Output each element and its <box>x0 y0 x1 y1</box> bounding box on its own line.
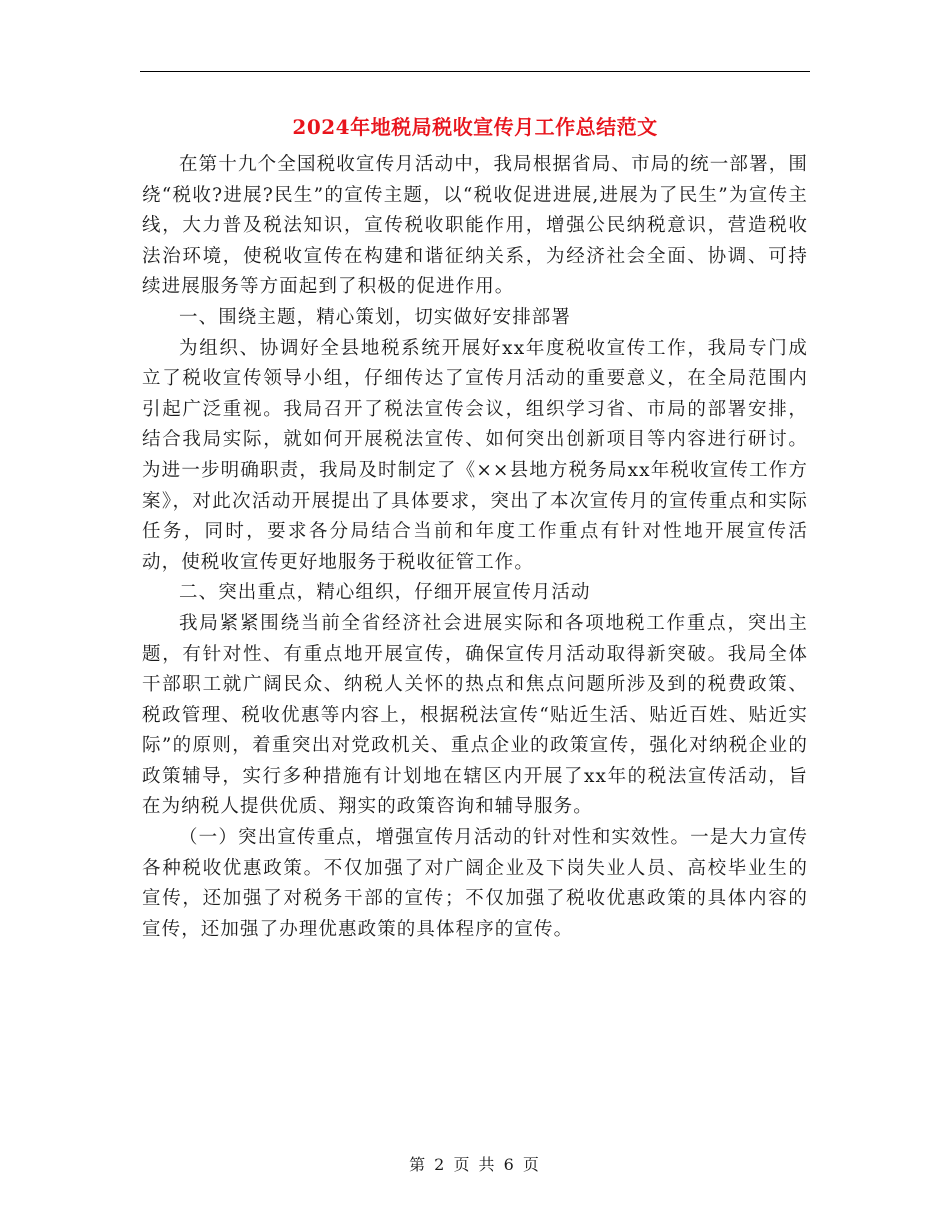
document-title: 2024年地税局税收宣传月工作总结范文 <box>292 115 658 139</box>
section-2-paragraph: 我局紧紧围绕当前全省经济社会进展实际和各项地税工作重点，突出主题，有针对性、有重点地开展宣传，确保宣传月活动取得新突破。我局全体干部职工就广阔民众、纳税人关怀的热点和焦点问题所涉及到的税费政策、税政管理、税收优惠等内容上，根据税法宣传“贴近生活、贴近百姓、贴近实际”的原则，着重突出对党政机关、重点企业的政策宣传，强化对纳税企业的政策辅导，实行多种措施有计划地在辖区内开展了xx年的税法宣传活动，旨在为纳税人提供优质、翔实的政策咨询和辅导服务。 <box>142 612 808 818</box>
page-number-footer: 第 2 页 共 6 页 <box>409 1155 541 1174</box>
header-rule <box>140 71 810 72</box>
section-heading-2: 二、突出重点，精心组织，仔细开展宣传月活动 <box>179 582 591 604</box>
document-body <box>142 150 808 945</box>
subsection-1-paragraph: （一）突出宣传重点，增强宣传月活动的针对性和实效性。一是大力宣传各种税收优惠政策。不仅加强了对广阔企业及下岗失业人员、高校毕业生的宣传，还加强了对税务干部的宣传；不仅加强了税收优惠政策的具体内容的宣传，还加强了办理优惠政策的具体程序的宣传。 <box>142 827 808 940</box>
section-1-paragraph: 为组织、协调好全县地税系统开展好xx年度税收宣传工作，我局专门成立了税收宣传领导小组，仔细传达了宣传月活动的重要意义，在全局范围内引起广泛重视。我局召开了税法宣传会议，组织学习省、市局的部署安排，结合我局实际，就如何开展税法宣传、如何突出创新项目等内容进行研讨。为进一步明确职责，我局及时制定了《××县地方税务局xx年税收宣传工作方案》，对此次活动开展提出了具体要求，突出了本次宣传月的宣传重点和实际任务，同时，要求各分局结合当前和年度工作重点有针对性地开展宣传活动，使税收宣传更好地服务于税收征管工作。 <box>142 337 808 573</box>
intro-paragraph: 在第十九个全国税收宣传月活动中，我局根据省局、市局的统一部署，围绕“税收?进展?民生”的宣传主题，以“税收促进进展,进展为了民生”为宣传主线，大力普及税法知识，宣传税收职能作用，增强公民纳税意识，营造税收法治环境，使税收宣传在构建和谐征纳关系，为经济社会全面、协调、可持续进展服务等方面起到了积极的促进作用。 <box>142 154 808 298</box>
section-heading-1: 一、围绕主题，精心策划，切实做好安排部署 <box>179 306 572 328</box>
